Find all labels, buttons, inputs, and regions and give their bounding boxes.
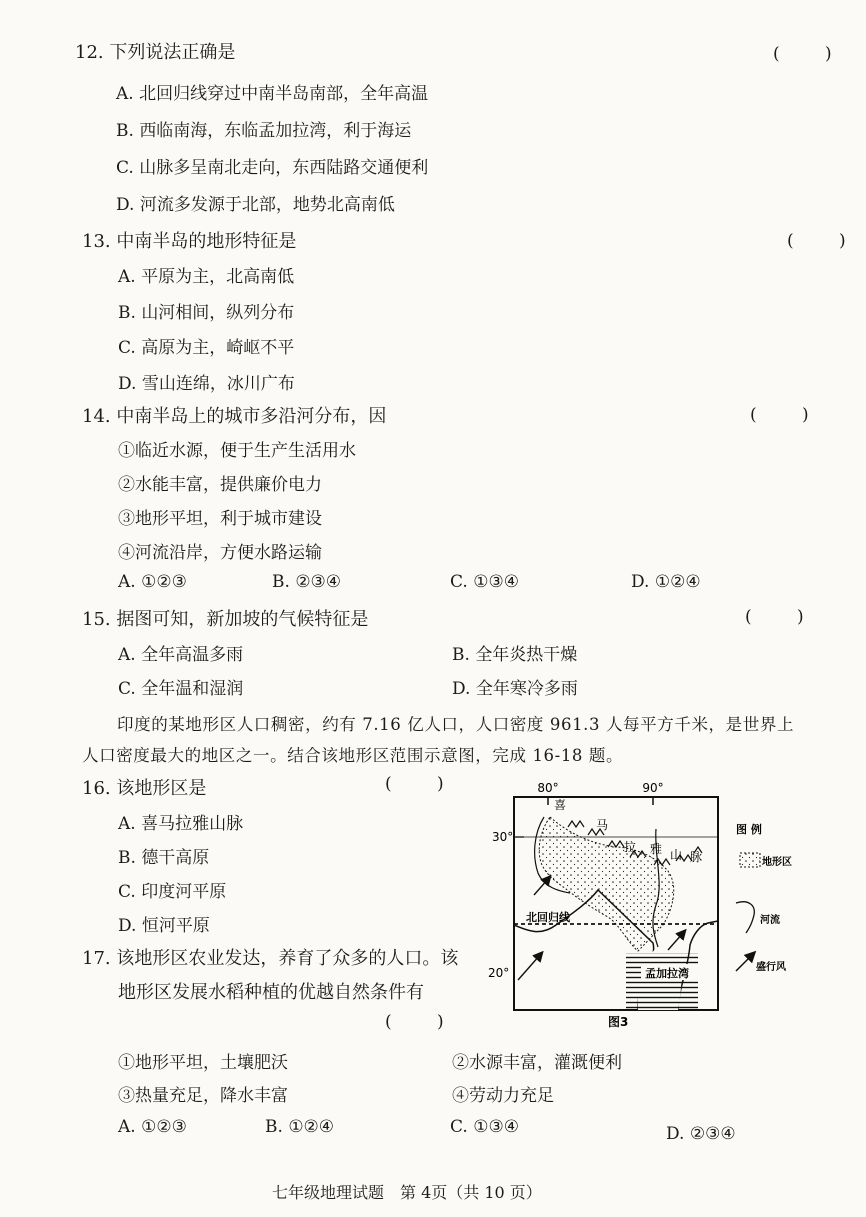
question-16-stem bbox=[82, 774, 206, 800]
mountain-char-3: 拉 bbox=[624, 840, 637, 854]
statement-14-3: ③地形平坦，利于城市建设 bbox=[118, 509, 322, 529]
option-14-b: B. ②③④ bbox=[272, 572, 342, 592]
mountain-char-1: 喜 bbox=[554, 798, 567, 812]
option-15-c: C. 全年温和湿润 bbox=[118, 679, 244, 699]
question-number: 13. bbox=[82, 231, 111, 252]
option-17-d: D. ②③④ bbox=[666, 1124, 736, 1144]
question-text: 中南半岛上的城市多沿河分布，因 bbox=[116, 406, 387, 427]
option-14-a: A. ①②③ bbox=[118, 572, 187, 592]
bay-water bbox=[626, 953, 698, 1010]
question-12-stem bbox=[75, 38, 235, 64]
question-number: 17. bbox=[82, 948, 111, 969]
bay-label: 孟加拉湾 bbox=[645, 967, 689, 980]
question-13-stem bbox=[82, 227, 296, 253]
legend-plain-swatch bbox=[740, 853, 760, 867]
question-14-stem bbox=[82, 402, 386, 428]
figure-caption: 图3 bbox=[608, 1015, 629, 1029]
legend-title: 图 例 bbox=[736, 823, 762, 836]
option-12-b: B. 西临南海，东临孟加拉湾，利于海运 bbox=[116, 121, 412, 141]
mountain-char-6: 脉 bbox=[690, 850, 703, 864]
lon-label-80: 80° bbox=[537, 781, 559, 795]
statement-17-1: ①地形平坦，土壤肥沃 bbox=[118, 1053, 288, 1073]
legend-item-wind: 盛行风 bbox=[756, 962, 786, 973]
option-13-d: D. 雪山连绵，冰川广布 bbox=[118, 374, 295, 394]
page-footer: 七年级地理试题 第 4页（共 10 页） bbox=[272, 1183, 542, 1202]
question-text: 该地形区是 bbox=[116, 778, 207, 799]
option-13-c: C. 高原为主，崎岖不平 bbox=[118, 338, 295, 358]
question-number: 16. bbox=[82, 778, 111, 799]
question-text: 该地形区农业发达，养育了众多的人口。该 bbox=[116, 948, 459, 969]
answer-paren[interactable]: ( ) bbox=[773, 44, 852, 64]
legend-item-river: 河流 bbox=[760, 915, 780, 926]
statement-14-2: ②水能丰富，提供廉价电力 bbox=[118, 475, 322, 495]
question-17-stem-line-1 bbox=[82, 944, 458, 970]
statement-14-1: ①临近水源，便于生产生活用水 bbox=[118, 441, 356, 461]
legend-wind-swatch bbox=[736, 955, 752, 971]
answer-paren[interactable]: ( ) bbox=[385, 774, 464, 794]
mountain-char-5: 山 bbox=[670, 848, 683, 862]
lat-label-30: 30° bbox=[492, 830, 514, 844]
answer-paren[interactable]: ( ) bbox=[750, 405, 829, 425]
mountain-char-2: 马 bbox=[596, 818, 609, 832]
option-14-c: C. ①③④ bbox=[450, 572, 519, 592]
legend-river-swatch bbox=[736, 902, 754, 933]
option-13-b: B. 山河相间，纵列分布 bbox=[118, 303, 295, 323]
legend-item-plain: 地形区 bbox=[762, 857, 792, 868]
option-16-c: C. 印度河平原 bbox=[118, 882, 227, 902]
question-text: 下列说法正确是 bbox=[109, 42, 236, 63]
option-14-d: D. ①②④ bbox=[631, 572, 701, 592]
mountain-char-4: 雅 bbox=[650, 842, 663, 856]
option-16-a: A. 喜马拉雅山脉 bbox=[118, 814, 244, 834]
option-13-a: A. 平原为主，北高南低 bbox=[118, 267, 295, 287]
passage-line-1: 印度的某地形区人口稠密，约有 7.16 亿人口，人口密度 961.3 人每平方千米，是世界上 bbox=[117, 715, 795, 734]
option-15-a: A. 全年高温多雨 bbox=[118, 645, 244, 665]
question-15-stem bbox=[82, 605, 368, 631]
tropic-label: 北回归线 bbox=[526, 911, 570, 924]
question-number: 12. bbox=[75, 42, 104, 63]
option-12-c: C. 山脉多呈南北走向，东西陆路交通便利 bbox=[116, 158, 429, 178]
option-16-b: B. 德干高原 bbox=[118, 848, 210, 868]
statement-17-4: ④劳动力充足 bbox=[452, 1086, 554, 1106]
answer-paren[interactable]: ( ) bbox=[745, 607, 824, 627]
question-17-stem-line-2: 地形区发展水稻种植的优越自然条件有 bbox=[118, 982, 424, 1003]
question-text: 据图可知，新加坡的气候特征是 bbox=[116, 609, 369, 630]
question-number: 14. bbox=[82, 406, 111, 427]
statement-17-3: ③热量充足，降水丰富 bbox=[118, 1086, 288, 1106]
option-12-a: A. 北回归线穿过中南半岛南部，全年高温 bbox=[116, 84, 429, 104]
option-15-d: D. 全年寒冷多雨 bbox=[452, 679, 578, 699]
option-16-d: D. 恒河平原 bbox=[118, 916, 210, 936]
option-17-b: B. ①②④ bbox=[265, 1117, 335, 1137]
statement-14-4: ④河流沿岸，方便水路运输 bbox=[118, 543, 322, 563]
statement-17-2: ②水源丰富，灌溉便利 bbox=[452, 1053, 622, 1073]
answer-paren[interactable]: ( ) bbox=[385, 1012, 464, 1032]
answer-paren[interactable]: ( ) bbox=[787, 231, 866, 251]
map-figure bbox=[478, 775, 792, 1030]
option-17-c: C. ①③④ bbox=[450, 1117, 519, 1137]
option-17-a: A. ①②③ bbox=[118, 1117, 187, 1137]
option-15-b: B. 全年炎热干燥 bbox=[452, 645, 578, 665]
question-number: 15. bbox=[82, 609, 111, 630]
option-12-d: D. 河流多发源于北部，地势北高南低 bbox=[116, 195, 395, 215]
lon-label-90: 90° bbox=[642, 781, 664, 795]
passage-line-2: 人口密度最大的地区之一。结合该地形区范围示意图，完成 16-18 题。 bbox=[82, 746, 624, 765]
question-text: 中南半岛的地形特征是 bbox=[116, 231, 297, 252]
lat-label-20: 20° bbox=[488, 966, 510, 980]
